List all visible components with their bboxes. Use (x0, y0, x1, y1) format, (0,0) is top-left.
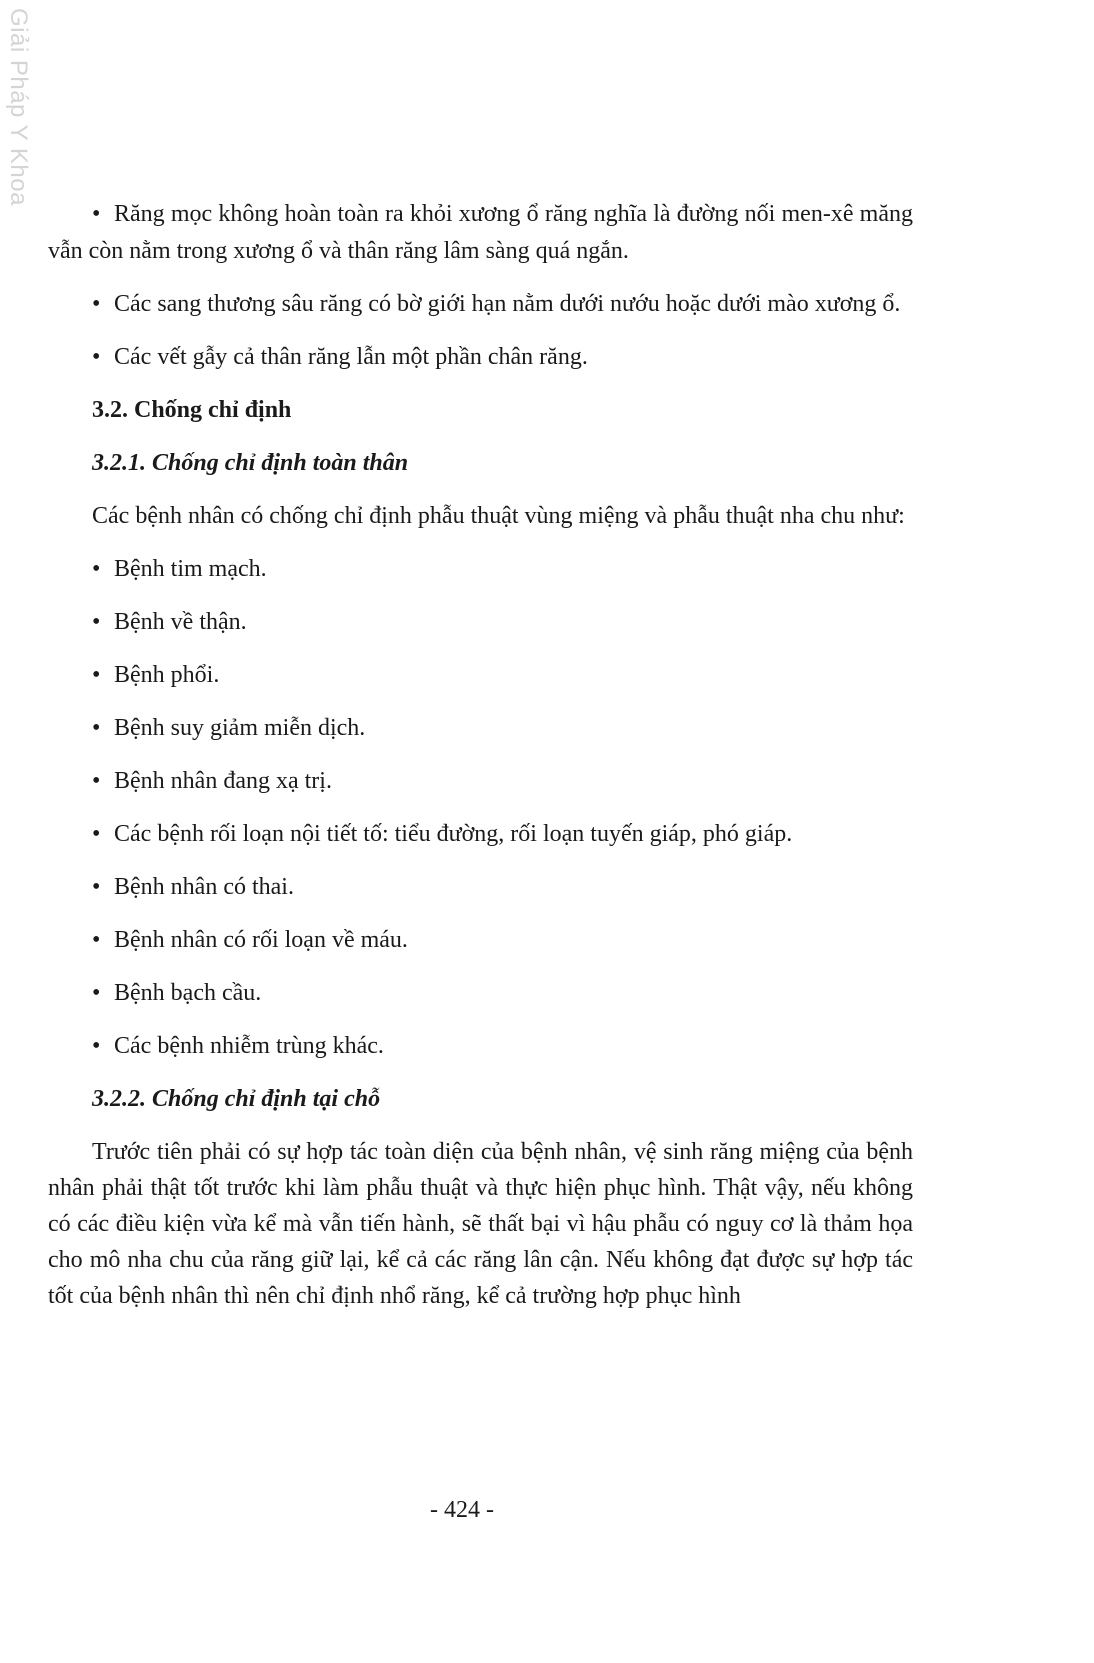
list-item: • Bệnh nhân có thai. (48, 869, 913, 906)
list-item: • Các bệnh nhiễm trùng khác. (48, 1028, 913, 1065)
bullet-icon: • (92, 662, 101, 688)
page-number: - 424 - (430, 1497, 494, 1523)
list-item: • Bệnh suy giảm miễn dịch. (48, 710, 913, 747)
bullet-icon: • (92, 609, 101, 635)
bullet-icon: • (92, 980, 101, 1006)
list-item: • Bệnh phổi. (48, 657, 913, 694)
bullet-icon: • (92, 344, 101, 370)
paragraph: Các bệnh nhân có chống chỉ định phẫu thuật vùng miệng và phẫu thuật nha chu như: (92, 503, 905, 529)
subsection-heading: 3.2.1. Chống chỉ định toàn thân (92, 450, 409, 476)
list-item: • Các sang thương sâu răng có bờ giới hạn nằm dưới nướu hoặc dưới mào xương ổ. (48, 286, 913, 323)
bullet-icon: • (92, 768, 101, 794)
list-item: • Bệnh bạch cầu. (48, 975, 913, 1012)
bullet-icon: • (92, 201, 101, 227)
bullet-icon: • (92, 821, 101, 847)
watermark-text: Giải Pháp Y Khoa (5, 8, 32, 206)
list-item: • Bệnh nhân đang xạ trị. (48, 763, 913, 800)
page-content (48, 196, 913, 1314)
list-item: • Các bệnh rối loạn nội tiết tố: tiểu đường, rối loạn tuyến giáp, phó giáp. (48, 816, 913, 853)
list-item: • Các vết gẫy cả thân răng lẫn một phần chân răng. (48, 339, 913, 376)
list-item: • Bệnh nhân có rối loạn về máu. (48, 922, 913, 959)
bullet-icon: • (92, 715, 101, 741)
bullet-icon: • (92, 291, 101, 317)
paragraph: Trước tiên phải có sự hợp tác toàn diện của bệnh nhân, vệ sinh răng miệng của bệnh nhân phải thật tốt trước khi làm phẫu thuật và thực hiện phục hình. Thật vậy, nếu không có các điều kiện vừa kể mà vẫn tiến hành, sẽ thất bại vì hậu phẫu có nguy cơ là thảm họa cho mô nha chu của răng giữ lại, kể cả các răng lân cận. Nếu không đạt được sự hợp tác tốt của bệnh nhân thì nên chỉ định nhổ răng, kể cả trường hợp phục hình (48, 1139, 913, 1309)
list-item: • Bệnh về thận. (48, 604, 913, 641)
list-item: • Răng mọc không hoàn toàn ra khỏi xương ổ răng nghĩa là đường nối men-xê măng vẫn còn nằm trong xương ổ và thân răng lâm sàng quá ngắn. (48, 196, 913, 270)
bullet-icon: • (92, 556, 101, 582)
subsection-heading: 3.2.2. Chống chỉ định tại chỗ (92, 1086, 381, 1112)
bullet-icon: • (92, 927, 101, 953)
bullet-icon: • (92, 1033, 101, 1059)
bullet-icon: • (92, 874, 101, 900)
section-heading: 3.2. Chống chỉ định (92, 397, 292, 423)
list-item: • Bệnh tim mạch. (48, 551, 913, 588)
